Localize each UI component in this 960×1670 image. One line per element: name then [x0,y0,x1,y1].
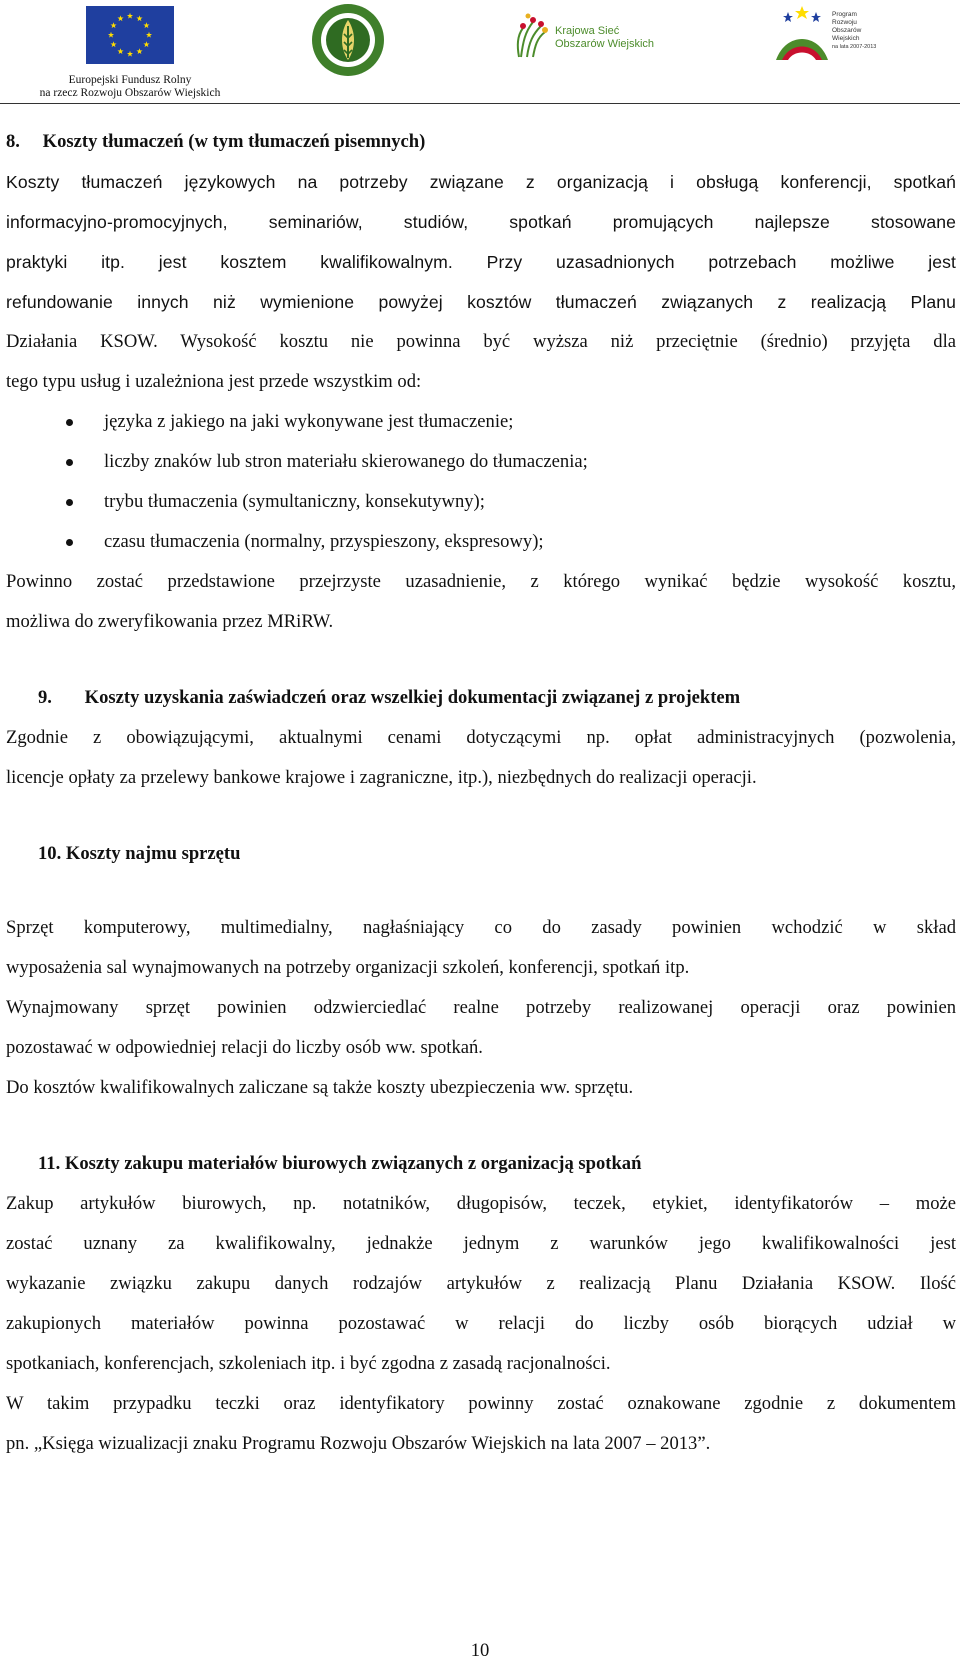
section-10-line: pozostawać w odpowiedniej relacji do liczby osób ww. spotkań. [6,1037,483,1058]
section-10-number: 10. [38,843,62,864]
section-11-number: 11. [38,1153,61,1174]
ministry-of-agriculture-logo [310,2,386,78]
section-8-line: praktyki itp. jest kosztem kwalifikowalnym. Przy uzasadnionych potrzebach możliwe jest [6,252,956,272]
section-11-line: pn. „Księga wizualizacji znaku Programu Rozwoju Obszarów Wiejskich na lata 2007 – 2013”. [6,1433,711,1454]
eu-flag-icon [86,6,174,64]
section-8-closing-line: możliwa do zweryfikowania przez MRiRW. [6,611,334,632]
translation-factors-list [6,402,956,562]
page-number: 10 [470,1640,490,1661]
section-8-closing-line: Powinno zostać przedstawione przejrzyste uzasadnienie, z którego wynikać będzie wysokość kosztu, [6,571,956,592]
section-11-line: zostać uznany za kwalifikowalny, jednakże jednym z warunków jego kwalifikowalności jest [6,1233,956,1254]
bullet-icon [66,459,73,466]
section-11-title: Koszty zakupu materiałów biurowych związanych z organizacją spotkań [64,1153,642,1174]
bullet-icon [66,539,73,546]
section-9-line: licencje opłaty za przelewy bankowe krajowe i zagraniczne, itp.), niezbędnych do realizacji operacji. [6,767,757,788]
eu-caption-line1: Europejski Fundusz Rolny [68,74,192,86]
section-10-line: Sprzęt komputerowy, multimedialny, nagłaśniający co do zasady powinien wchodzić w skład [6,917,956,938]
spacer [6,798,956,834]
spacer [6,642,956,678]
section-10-line: Do kosztów kwalifikowalnych zaliczane są także koszty ubezpieczenia ww. sprzętu. [6,1077,634,1098]
section-11-line: Zakup artykułów biurowych, np. notatników, długopisów, teczek, etykiet, identyfikatorów – może [6,1193,956,1214]
document-body [6,122,956,1464]
list-item [6,402,956,442]
section-8-title: Koszty tłumaczeń (w tym tłumaczeń pisemnych) [42,131,426,152]
spacer [6,874,956,908]
prow-logo-line5: na lata 2007-2013 [832,44,876,50]
section-10-line: Wynajmowany sprzęt powinien odzwierciedlać realne potrzeby realizowanej operacji oraz powinien [6,997,956,1018]
section-11-line: wykazanie związku zakupu danych rodzajów artykułów z realizacją Planu Działania KSOW. Ilość [6,1273,956,1294]
section-9-heading [6,678,956,718]
header-divider [0,103,960,104]
section-10-line: wyposażenia sal wynajmowanych na potrzeby organizacji szkoleń, konferencji, spotkań itp. [6,957,690,978]
section-11-heading [6,1144,956,1184]
prow-logo-line4: Wiejskich [832,35,860,42]
ksow-logo [515,2,665,62]
ksow-logo-line1: Krajowa Sieć [555,25,620,37]
list-item [6,522,956,562]
section-8-line: tego typu usług i uzależniona jest przede wszystkim od: [6,371,422,392]
ksow-logo-line2: Obszarów Wiejskich [555,38,655,50]
section-11-line: W takim przypadku teczki oraz identyfikatory powinny zostać oznakowane zgodnie z dokumentem [6,1393,956,1414]
section-8-line: Koszty tłumaczeń językowych na potrzeby związane z organizacją i obsługą konferencji, spotkań [6,172,956,192]
section-8-line: Działania KSOW. Wysokość kosztu nie powinna być wyższa niż przeciętnie (średnio) przyjęta dla [6,331,956,352]
list-item-text: trybu tłumaczenia (symultaniczny, konsekutywny); [104,491,485,512]
eu-caption-line2: na rzecz Rozwoju Obszarów Wiejskich [39,87,221,99]
section-10-title: Koszty najmu sprzętu [65,843,241,864]
bullet-icon [66,499,73,506]
list-item-text: liczby znaków lub stron materiału skierowanego do tłumaczenia; [104,451,588,472]
list-item-text: języka z jakiego na jaki wykonywane jest tłumaczenie; [104,411,514,432]
prow-logo-line1: Program [832,11,857,18]
section-9-title: Koszty uzyskania zaświadczeń oraz wszelkiej dokumentacji związanej z projektem [84,687,741,708]
section-8-number: 8. [6,131,20,152]
bullet-icon [66,419,73,426]
section-8-heading [6,122,956,162]
section-9-line: Zgodnie z obowiązującymi, aktualnymi cenami dotyczącymi np. opłat administracyjnych (pozwolenia, [6,727,956,748]
list-item [6,482,956,522]
section-9-number: 9. [38,687,52,708]
prow-logo [772,2,876,70]
section-8-line: refundowanie innych niż wymienione powyżej kosztów tłumaczeń związanych z realizacją Planu [6,292,956,312]
section-11-line: spotkaniach, konferencjach, szkoleniach itp. i być zgodna z zasadą racjonalności. [6,1353,611,1374]
page-header [0,0,960,106]
prow-logo-line2: Rozwoju [832,19,857,26]
list-item-text: czasu tłumaczenia (normalny, przyspieszony, ekspresowy); [104,531,544,552]
spacer [6,1108,956,1144]
section-8-line: informacyjno-promocyjnych, seminariów, studiów, spotkań promujących najlepsze stosowane [6,212,956,232]
prow-logo-line3: Obszarów [832,27,862,34]
section-11-line: zakupionych materiałów powinna pozostawać w relacji do liczby osób biorących udział w [6,1313,956,1334]
list-item [6,442,956,482]
eu-fund-caption [30,74,230,100]
eu-logo-block [30,6,230,100]
section-10-heading [6,834,956,874]
